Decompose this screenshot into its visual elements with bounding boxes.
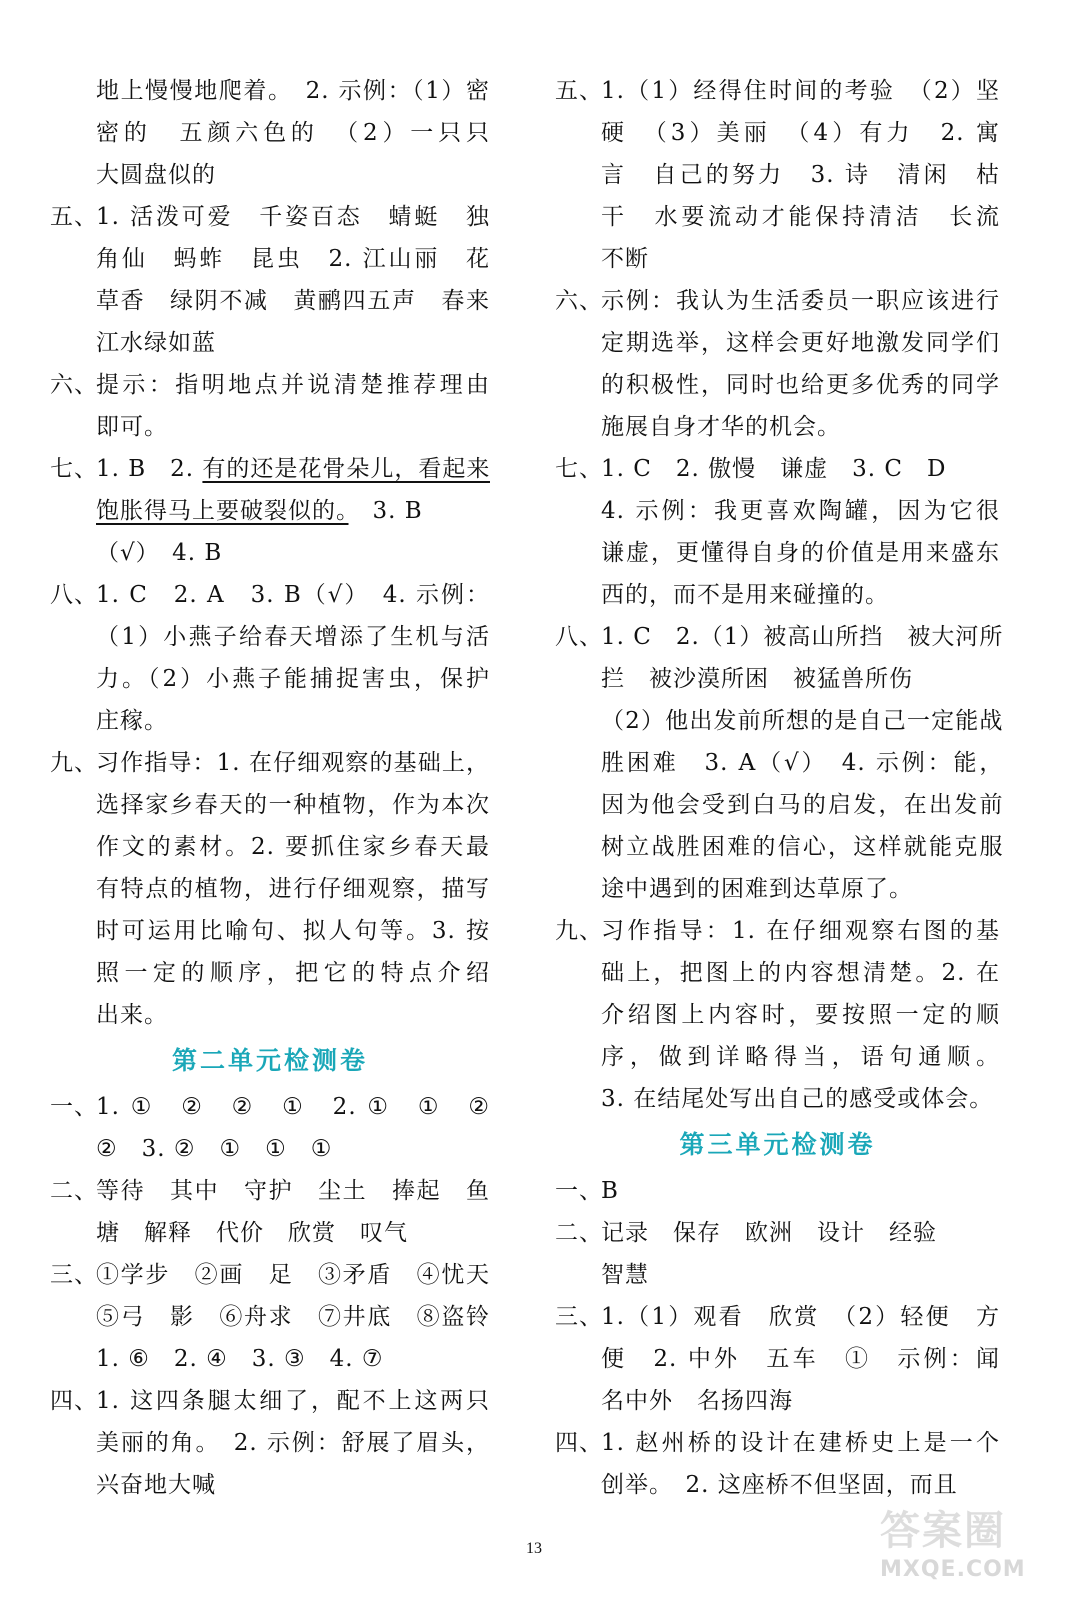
answer-line: 定期选举，这样会更好地激发同学们 [601,330,1000,356]
underlined-sentence: 饱胀得马上要破裂似的。 [96,498,349,524]
answer-line: 时可运用比喻句、拟人句等。3. 按 [96,918,490,944]
page-number: 13 [526,1540,542,1557]
answer-line: 础上，把图上的内容想清楚。2. 在 [601,960,1000,986]
answer-line: 兴奋地大喊 [96,1472,216,1498]
answer-line: 智慧 [601,1262,649,1288]
question-number: 三、 [555,1304,603,1330]
answer-line: 等待 其中 守护 尘土 捧起 鱼 [96,1178,490,1204]
answer-line: 角仙 蚂蚱 昆虫 2. 江山丽 花 [96,246,490,272]
answer-line: 的积极性，同时也给更多优秀的同学 [601,372,1000,398]
answer-text: 1. B 2. [96,456,203,482]
answer-block-continued [50,70,490,196]
question-number: 四、 [50,1388,98,1414]
answer-line: 因为他会受到白马的启发，在出发前 [601,792,1004,818]
answer-line: 言 自己的努力 3. 诗 清闲 枯 [601,162,1000,188]
answer-line: 便 2. 中外 五车 ① 示例：闻 [601,1346,1000,1372]
answer-block-7 [50,448,490,574]
answer-line: 习作指导：1. 在仔细观察的基础上， [96,750,490,776]
answer-line: 1. 这四条腿太细了，配不上这两只 [96,1388,490,1414]
answer-line: 途中遇到的困难到达草原了。 [601,876,913,902]
question-number: 五、 [555,78,603,104]
answer-line: 照一定的顺序，把它的特点介绍 [96,960,490,986]
answer-line: 大圆盘似的 [96,162,216,188]
question-number: 五、 [50,204,98,230]
left-column [50,70,490,1506]
answer-block-unit2-2 [50,1170,490,1254]
answer-line: 施展自身才华的机会。 [601,414,841,440]
answer-line: 塘 解释 代价 欣赏 叹气 [96,1220,408,1246]
answer-line: 1. C 2. 傲慢 谦虚 3. C D [601,456,947,482]
answer-line: 介绍图上内容时，要按照一定的顺 [601,1002,1000,1028]
answer-line: 4. 示例：我更喜欢陶罐，因为它很 [601,498,1000,524]
answer-line: 胜困难 3. A（√） 4. 示例：能， [601,750,1004,776]
answer-line: 1. 活泼可爱 千姿百态 蜻蜓 独 [96,204,490,230]
answer-line: 干 水要流动才能保持清洁 长流 [601,204,1000,230]
answer-line: B [601,1178,619,1204]
answer-line: 有特点的植物，进行仔细观察，描写 [96,876,490,902]
answer-line: 江水绿如蓝 [96,330,216,356]
answer-line: （1）小燕子给春天增添了生机与活 [96,624,490,650]
answer-block-5 [555,70,1000,280]
answer-block-unit2-3 [50,1254,490,1380]
answer-line: 名中外 名扬四海 [601,1388,793,1414]
answer-line: 1. C 2.（1）被高山所挡 被大河所 [601,624,1004,650]
answer-line: 3. 在结尾处写出自己的感受或体会。 [601,1086,994,1112]
answer-line: 1. ⑥ 2. ④ 3. ③ 4. ⑦ [96,1346,384,1372]
answer-line: ② 3. ② ① ① ① [96,1136,333,1162]
watermark-cn: 答案圈 [880,1508,1006,1554]
answer-line: 拦 被沙漠所困 被猛兽所伤 [601,666,913,692]
answer-line: （2）他出发前所想的是自己一定能战 [601,708,1004,734]
answer-line: 即可。 [96,414,168,440]
answer-line: 美丽的角。 2. 示例：舒展了眉头， [96,1430,490,1456]
question-number: 三、 [50,1262,98,1288]
answer-line: 硬 （3）美丽 （4）有力 2. 寓 [601,120,1000,146]
section-heading: 第三单元检测卷 [679,1130,876,1159]
answer-line [96,490,490,532]
question-number: 九、 [555,918,603,944]
question-number: 六、 [555,288,603,314]
answer-block-6 [50,364,490,448]
answer-line: 庄稼。 [96,708,168,734]
answer-block-unit2-4 [50,1380,490,1506]
question-number: 七、 [50,456,98,482]
answer-block-9 [50,742,490,1036]
answer-line: ①学步 ②画 足 ③矛盾 ④忧天 [96,1262,490,1288]
answer-line: 西的，而不是用来碰撞的。 [601,582,889,608]
question-number: 一、 [50,1094,98,1120]
question-number: 四、 [555,1430,603,1456]
answer-line: 选择家乡春天的一种植物，作为本次 [96,792,490,818]
answer-text: 3. B [348,498,423,524]
question-number: 二、 [50,1178,98,1204]
answer-block-5 [50,196,490,364]
answer-line: （√） 4. B [96,540,223,566]
answer-line: 不断 [601,246,649,272]
answer-line: 出来。 [96,1002,168,1028]
answer-line: 地上慢慢地爬着。 2. 示例：（1）密 [96,78,490,104]
question-number: 九、 [50,750,98,776]
answer-block-7 [555,448,1000,616]
question-number: 一、 [555,1178,603,1204]
answer-line: 提示：指明地点并说清楚推荐理由 [96,372,490,398]
answer-line: 示例：我认为生活委员一职应该进行 [601,288,1000,314]
answer-line: ⑤弓 影 ⑥舟求 ⑦井底 ⑧盗铃 [96,1304,490,1330]
answer-line: 树立战胜困难的信心，这样就能克服 [601,834,1004,860]
watermark-logo [880,1505,1060,1595]
answer-block-8 [555,616,1004,910]
answer-line: 1. C 2. A 3. B（√） 4. 示例： [96,582,490,608]
answer-block-9 [555,910,1000,1120]
question-number: 八、 [555,624,603,650]
answer-line: 1. ① ② ② ① 2. ① ① ② [96,1094,490,1120]
answer-block-8 [50,574,490,742]
answer-block-6 [555,280,1000,448]
underlined-sentence: 有的还是花骨朵儿，看起来 [202,456,491,482]
answer-line: 序，做到详略得当，语句通顺。 [601,1044,1000,1070]
answer-line: 1.（1）观看 欣赏 （2）轻便 方 [601,1304,1000,1330]
section-heading: 第二单元检测卷 [171,1046,368,1075]
answer-line: 作文的素材。2. 要抓住家乡春天最 [96,834,490,860]
answer-block-unit3-2 [555,1212,1000,1296]
answer-line: 记录 保存 欧洲 设计 经验 [601,1220,937,1246]
answer-block-unit2-1 [50,1086,490,1170]
question-number: 六、 [50,372,98,398]
answer-line: 1.（1）经得住时间的考验 （2）坚 [601,78,1000,104]
answer-block-unit3-1 [555,1170,1000,1212]
answer-line [96,448,490,490]
question-number: 二、 [555,1220,603,1246]
answer-line: 密的 五颜六色的 （2）一只只 [96,120,490,146]
answer-line: 习作指导：1. 在仔细观察右图的基 [601,918,1000,944]
answer-block-unit3-3 [555,1296,1000,1422]
answer-line: 谦虚，更懂得自身的价值是用来盛东 [601,540,1000,566]
watermark-en: MXQE.COM [880,1557,1026,1582]
right-column [555,70,1004,1506]
answer-line: 创举。 2. 这座桥不但坚固，而且 [601,1472,958,1498]
answer-line: 草香 绿阴不减 黄鹂四五声 春来 [96,288,490,314]
answer-line: 力。（2）小燕子能捕捉害虫，保护 [96,666,490,692]
question-number: 八、 [50,582,98,608]
question-number: 七、 [555,456,603,482]
answer-line: 1. 赵州桥的设计在建桥史上是一个 [601,1430,1000,1456]
answer-block-unit3-4 [555,1422,1000,1506]
